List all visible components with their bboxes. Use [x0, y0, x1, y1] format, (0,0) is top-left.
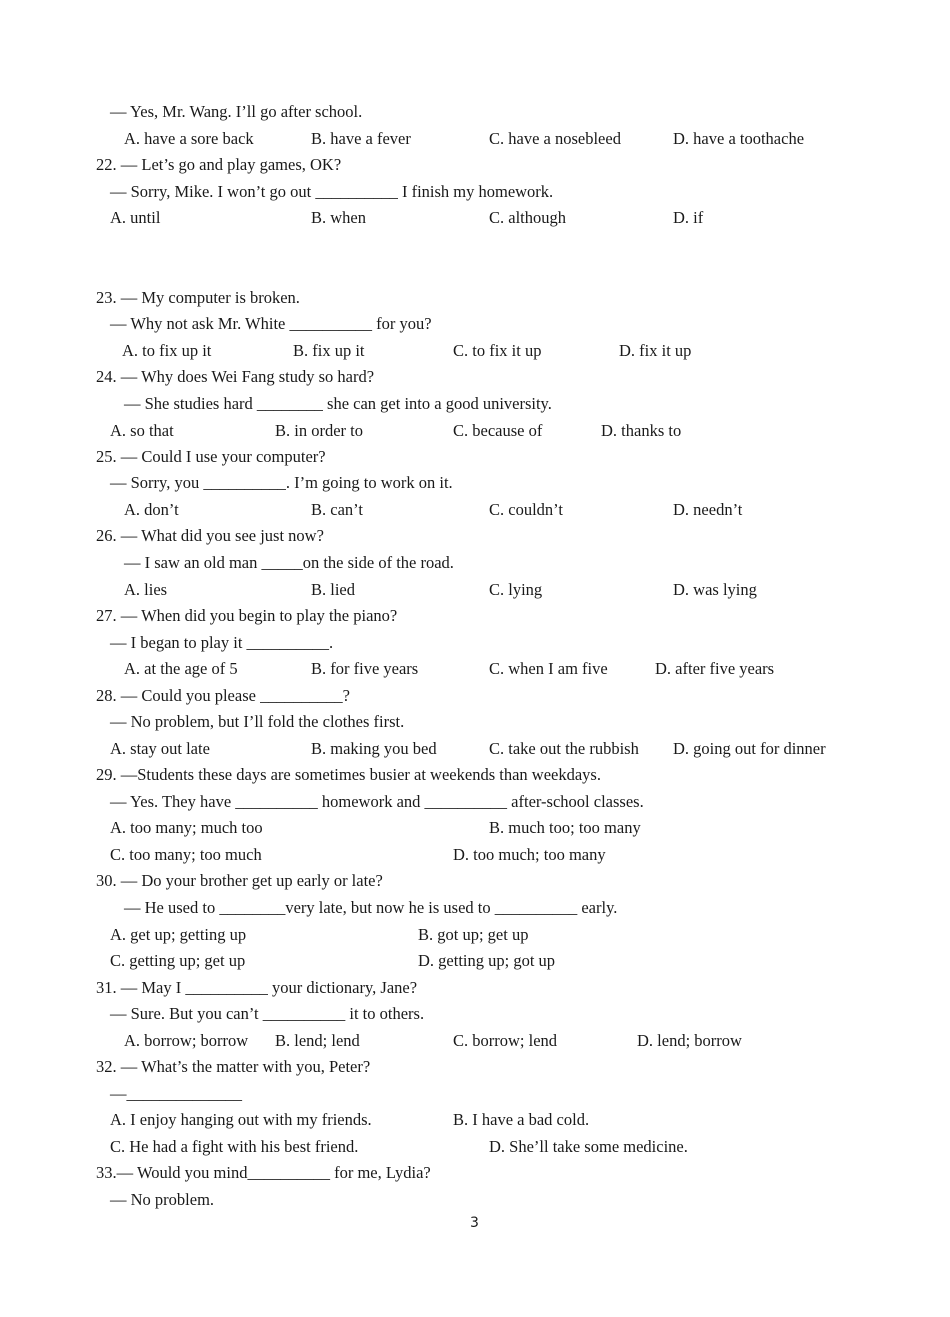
option-b: B. much too; too many [489, 818, 641, 837]
option-b: B. lied [311, 580, 355, 599]
option-a: A. to fix up it [122, 341, 212, 360]
option-c: C. because of [453, 421, 543, 440]
option-a: A. borrow; borrow [124, 1031, 249, 1050]
question-32: 32. — What’s the matter with you, Peter? [96, 1057, 371, 1076]
option-b: B. in order to [275, 421, 363, 440]
option-a: A. so that [110, 421, 174, 440]
dialogue-reply: — He used to ________very late, but now he is used to __________ early. [124, 898, 618, 917]
question-31: 31. — May I __________ your dictionary, Jane? [96, 978, 418, 997]
option-a: A. stay out late [110, 739, 210, 758]
option-d: D. getting up; got up [418, 951, 556, 970]
option-c: C. take out the rubbish [489, 739, 639, 758]
question-25: 25. — Could I use your computer? [96, 447, 326, 466]
question-27: 27. — When did you begin to play the piano? [96, 606, 398, 625]
question-22: 22. — Let’s go and play games, OK? [96, 155, 342, 174]
option-c: C. getting up; get up [110, 951, 246, 970]
option-b: B. fix up it [293, 341, 365, 360]
option-c: C. He had a fight with his best friend. [110, 1137, 359, 1156]
option-a: A. have a sore back [124, 129, 254, 148]
option-a: A. at the age of 5 [124, 659, 238, 678]
option-d: D. needn’t [673, 500, 743, 519]
option-c: C. couldn’t [489, 500, 563, 519]
option-c: C. although [489, 208, 566, 227]
question-33: 33.— Would you mind__________ for me, Lydia? [96, 1163, 431, 1182]
option-b: B. have a fever [311, 129, 411, 148]
option-d: D. thanks to [601, 421, 682, 440]
option-c: C. to fix it up [453, 341, 542, 360]
option-c: C. lying [489, 580, 543, 599]
option-d: D. if [673, 208, 704, 227]
dialogue-reply: — No problem, but I’ll fold the clothes first. [110, 712, 405, 731]
option-a: A. get up; getting up [110, 925, 247, 944]
option-a: A. I enjoy hanging out with my friends. [110, 1110, 372, 1129]
option-c: C. have a nosebleed [489, 129, 621, 148]
option-d: D. going out for dinner [673, 739, 826, 758]
dialogue-reply: — Yes. They have __________ homework and __________ after-school classes. [110, 792, 644, 811]
question-28: 28. — Could you please __________? [96, 686, 350, 705]
dialogue-reply: — Why not ask Mr. White __________ for you? [110, 314, 432, 333]
option-d: D. have a toothache [673, 129, 805, 148]
option-b: B. got up; get up [418, 925, 529, 944]
question-23: 23. — My computer is broken. [96, 288, 300, 307]
dialogue-reply: — I saw an old man _____on the side of the road. [124, 553, 454, 572]
option-a: A. lies [124, 580, 168, 599]
option-b: B. lend; lend [275, 1031, 360, 1050]
dialogue-reply: — No problem. [110, 1190, 215, 1209]
option-d: D. lend; borrow [637, 1031, 742, 1050]
dialogue-reply: — She studies hard ________ she can get into a good university. [124, 394, 552, 413]
option-b: B. for five years [311, 659, 419, 678]
dialogue-reply: —______________ [110, 1084, 242, 1103]
question-24: 24. — Why does Wei Fang study so hard? [96, 367, 375, 386]
option-a: A. too many; much too [110, 818, 263, 837]
dialogue-reply: — Yes, Mr. Wang. I’ll go after school. [110, 102, 363, 121]
option-a: A. don’t [124, 500, 179, 519]
option-d: D. She’ll take some medicine. [489, 1137, 688, 1156]
dialogue-reply: — I began to play it __________. [110, 633, 334, 652]
dialogue-reply: — Sorry, Mike. I won’t go out __________ I finish my homework. [110, 182, 554, 201]
option-b: B. I have a bad cold. [453, 1110, 590, 1129]
question-30: 30. — Do your brother get up early or late? [96, 871, 383, 890]
page-number: 3 [470, 1215, 479, 1231]
option-d: D. was lying [673, 580, 757, 599]
option-b: B. making you bed [311, 739, 437, 758]
option-a: A. until [110, 208, 161, 227]
option-c: C. too many; too much [110, 845, 262, 864]
option-c: C. borrow; lend [453, 1031, 558, 1050]
option-b: B. when [311, 208, 366, 227]
option-d: D. after five years [655, 659, 775, 678]
question-26: 26. — What did you see just now? [96, 526, 324, 545]
dialogue-reply: — Sure. But you can’t __________ it to others. [110, 1004, 425, 1023]
question-29: 29. —Students these days are sometimes busier at weekends than weekdays. [96, 765, 601, 784]
option-c: C. when I am five [489, 659, 608, 678]
option-d: D. too much; too many [453, 845, 606, 864]
option-b: B. can’t [311, 500, 363, 519]
dialogue-reply: — Sorry, you __________. I’m going to work on it. [110, 473, 453, 492]
option-d: D. fix it up [619, 341, 692, 360]
